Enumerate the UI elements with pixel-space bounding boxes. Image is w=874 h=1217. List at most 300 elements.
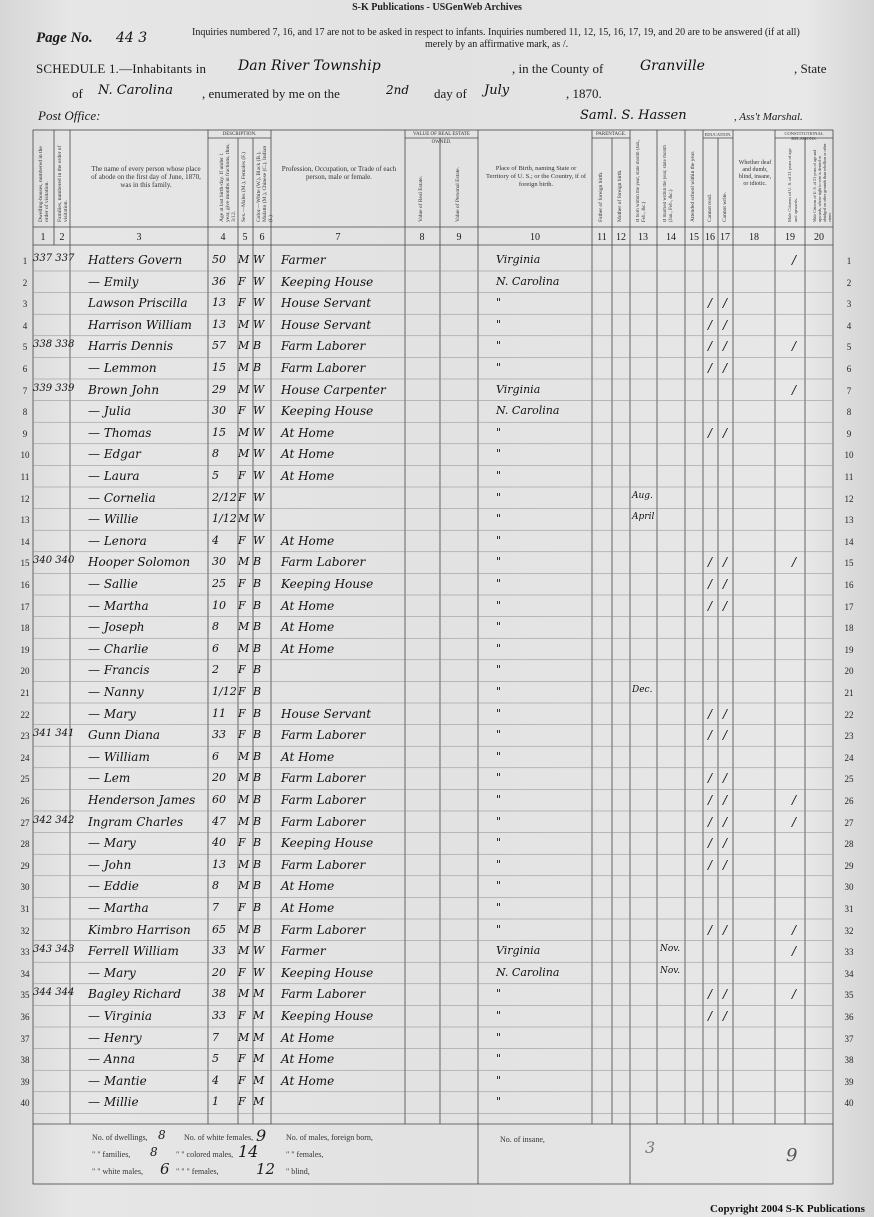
header-cannot-read: Cannot read. (707, 193, 713, 222)
person-occupation: At Home (281, 641, 335, 656)
person-birthplace: N. Carolina (496, 965, 560, 979)
rownum-left: 6 (22, 364, 28, 374)
person-sex: F (238, 404, 246, 418)
column-number: 4 (220, 232, 226, 243)
male-citizen-mark: / (791, 987, 797, 1002)
column-number: 3 (136, 232, 142, 243)
rownum-right: 27 (844, 817, 854, 828)
rownum-right: 7 (846, 385, 852, 396)
column-number: 12 (616, 232, 626, 243)
cannot-read-mark: / (707, 425, 713, 440)
summary-colored-males-label: " " colored males, (176, 1150, 234, 1159)
person-name: Gunn Diana (88, 728, 161, 743)
person-age: 7 (212, 901, 219, 914)
rownum-left: 23 (20, 731, 30, 742)
married-in-year-month: Nov. (660, 944, 681, 955)
person-age: 47 (212, 814, 226, 828)
person-age: 38 (212, 987, 226, 1001)
rownum-left: 16 (20, 580, 30, 590)
person-color: B (253, 361, 262, 374)
person-birthplace: " (496, 987, 502, 1001)
column-number: 15 (689, 232, 699, 243)
person-color: B (253, 555, 262, 569)
person-age: 4 (212, 1073, 219, 1087)
person-name: — William (88, 749, 150, 764)
rownum-left: 33 (20, 947, 30, 958)
county-value: Granville (640, 58, 705, 74)
rownum-right: 24 (844, 752, 854, 763)
person-name: Harrison William (88, 317, 192, 332)
person-occupation: At Home (281, 598, 335, 613)
cannot-write-mark: / (722, 577, 728, 591)
column-number: 5 (242, 232, 248, 243)
rownum-left: 12 (20, 493, 30, 504)
cannot-write-mark: / (722, 555, 728, 570)
rownum-left: 21 (20, 688, 30, 698)
rownum-left: 5 (22, 342, 28, 353)
rownum-left: 40 (20, 1098, 30, 1109)
rownum-left: 35 (20, 990, 30, 1001)
cannot-read-mark: / (707, 339, 713, 354)
rownum-left: 31 (20, 904, 30, 914)
person-name: — Nanny (88, 685, 144, 699)
person-color: M (253, 987, 265, 1001)
person-birthplace: Virginia (496, 382, 541, 396)
dwelling-family-number: 338 338 (33, 339, 75, 351)
person-sex: M (238, 317, 250, 331)
month-value: July (484, 83, 510, 98)
rownum-left: 27 (20, 817, 30, 828)
summary-white-females-value: 9 (256, 1126, 267, 1145)
inquiry-notice: Inquiries numbered 7, 16, and 17 are not to be asked in respect to infants. Inquiries numbered 11, 12, 15, 16, 17, 19, and 20 are to be answered (if at all) (192, 27, 800, 38)
person-occupation: At Home (281, 425, 335, 440)
rownum-left: 22 (20, 709, 30, 720)
state-value: N. Carolina (98, 83, 173, 98)
person-sex: M (238, 749, 250, 763)
header-real-estate: Value of Real Estate. (418, 175, 424, 222)
summary-males-foreign-label: No. of males, foreign born, (286, 1133, 373, 1142)
person-age: 29 (212, 382, 226, 396)
summary-dwellings-label: No. of dwellings, (92, 1133, 148, 1142)
person-birthplace: " (496, 1009, 502, 1022)
person-occupation: Farm Laborer (281, 361, 366, 375)
cannot-write-mark: / (722, 922, 728, 937)
person-birthplace: " (496, 836, 502, 850)
dwelling-family-number: 341 341 (33, 728, 75, 740)
person-birthplace: Virginia (496, 253, 541, 266)
column-number: 7 (335, 232, 341, 243)
cannot-write-mark: / (722, 1009, 728, 1023)
person-color: B (253, 814, 262, 828)
cannot-read-mark: / (707, 728, 713, 743)
person-name: Hatters Govern (88, 253, 183, 267)
cannot-read-mark: / (707, 857, 713, 872)
rownum-right: 31 (844, 904, 854, 914)
person-color: W (253, 469, 265, 482)
male-citizen-mark: / (791, 382, 797, 397)
person-sex: F (238, 296, 246, 310)
person-birthplace: " (496, 771, 502, 785)
cannot-read-mark: / (707, 577, 713, 591)
cannot-read-mark: / (707, 814, 713, 829)
rownum-right: 11 (844, 472, 854, 482)
rownum-right: 35 (844, 990, 854, 1001)
person-sex: M (238, 361, 250, 374)
person-name: — Virginia (88, 1009, 153, 1023)
person-birthplace: N. Carolina (496, 274, 560, 288)
column-number: 13 (638, 232, 648, 243)
person-age: 50 (212, 253, 226, 266)
person-sex: F (238, 663, 246, 677)
marshal-signature: Saml. S. Hassen (580, 108, 687, 123)
rownum-right: 38 (844, 1055, 854, 1066)
person-occupation: Keeping House (281, 965, 374, 980)
dwelling-family-number: 343 343 (33, 944, 75, 956)
column-number: 14 (666, 232, 676, 243)
post-office-label: Post Office: (38, 108, 101, 123)
married-in-year-month: Nov. (660, 965, 681, 976)
person-color: M (253, 1073, 265, 1087)
rownum-right: 6 (846, 364, 852, 374)
person-birthplace: Virginia (496, 944, 541, 958)
person-color: B (253, 663, 262, 677)
male-citizen-mark: / (791, 339, 797, 354)
person-color: B (253, 901, 262, 914)
person-birthplace: " (496, 296, 502, 310)
person-color: B (253, 836, 262, 850)
header-description-group: DESCRIPTION. (222, 132, 257, 137)
cannot-read-mark: / (707, 317, 713, 332)
rownum-left: 3 (22, 299, 28, 310)
person-color: B (253, 641, 262, 655)
header-cannot-write: Cannot write. (722, 192, 728, 222)
person-birthplace: " (496, 641, 502, 655)
rownum-right: 14 (844, 536, 854, 547)
person-birthplace: " (496, 361, 502, 374)
summary-females-label: " " females, (286, 1150, 324, 1159)
dwelling-family-number: 344 344 (33, 987, 75, 999)
person-color: W (253, 382, 265, 396)
summary-white-males-label: " " white males, (92, 1167, 143, 1176)
person-age: 10 (212, 598, 226, 612)
person-birthplace: " (496, 620, 502, 634)
person-name: — Martha (88, 598, 149, 613)
person-sex: M (238, 857, 250, 871)
person-name: Henderson James (88, 793, 196, 807)
rownum-right: 34 (844, 968, 854, 979)
person-birthplace: " (496, 922, 502, 936)
person-sex: F (238, 1009, 246, 1022)
person-occupation: At Home (281, 447, 335, 462)
person-occupation: At Home (281, 1030, 335, 1045)
summary-colored-females-label: " " " females, (176, 1167, 219, 1176)
person-name: Brown John (88, 382, 160, 397)
rownum-right: 29 (844, 860, 854, 871)
person-occupation: Keeping House (281, 836, 374, 851)
person-color: W (253, 253, 265, 266)
male-citizen-mark: / (791, 922, 797, 937)
cannot-read-mark: / (707, 598, 713, 613)
rownum-right: 30 (844, 882, 854, 893)
page-number-label: Page No. (36, 30, 93, 46)
person-birthplace: " (496, 490, 502, 504)
day-value: 2nd (386, 83, 410, 97)
cannot-write-mark: / (722, 317, 728, 332)
header-married-in-year: If married within the year, state month (Jan., Feb., &c.) (663, 145, 674, 222)
rownum-left: 32 (20, 925, 30, 936)
person-name: — Charlie (88, 641, 149, 656)
rownum-right: 17 (844, 601, 854, 612)
header-personal-estate: Value of Personal Estate. (455, 167, 461, 222)
person-sex: F (238, 685, 246, 698)
person-birthplace: " (496, 901, 502, 914)
rownum-right: 20 (844, 666, 854, 677)
header-place-of-birth: Place of Birth, naming State or Territory of U. S.; or the Country, if of foreign birth. (485, 165, 587, 188)
person-age: 4 (212, 533, 219, 547)
person-occupation: At Home (281, 1073, 335, 1088)
person-occupation: Farm Laborer (281, 771, 366, 786)
rownum-left: 11 (20, 472, 30, 482)
person-age: 13 (212, 296, 226, 310)
header-color: Color.—White (W.), Black (B.), Mulatto (M.), Chinese (C.), Indian (I.) (256, 145, 274, 222)
summary-colored-males-value: 14 (238, 1142, 259, 1161)
person-sex: F (238, 533, 246, 547)
header-vote-denied: Male Citizens of U. S. of 21 years of age and upwards, whose right to vote is denied or abridged on other grounds than rebellion or other crime. (812, 143, 832, 222)
person-occupation: At Home (281, 749, 335, 764)
column-number: 20 (814, 232, 824, 243)
rownum-right: 26 (844, 796, 854, 806)
person-birthplace: " (496, 728, 502, 742)
person-sex: F (238, 1073, 246, 1087)
cannot-read-mark: / (707, 987, 713, 1002)
person-sex: F (238, 836, 246, 850)
rownum-right: 19 (844, 644, 854, 655)
rownum-right: 1 (846, 256, 852, 266)
person-sex: M (238, 447, 250, 461)
copyright-notice: Copyright 2004 S-K Publications (710, 1203, 865, 1215)
column-number: 6 (259, 232, 265, 243)
dwelling-family-number: 340 340 (33, 555, 75, 567)
rownum-left: 9 (22, 428, 28, 439)
person-birthplace: " (496, 533, 502, 547)
person-sex: F (238, 577, 246, 590)
rownum-right: 23 (844, 731, 854, 742)
person-name: — Millie (88, 1095, 139, 1110)
rownum-left: 10 (20, 450, 30, 461)
person-birthplace: " (496, 1052, 502, 1066)
summary-families-value: 8 (150, 1145, 158, 1159)
person-occupation: Farm Laborer (281, 793, 366, 807)
person-occupation: Keeping House (281, 1009, 374, 1023)
rownum-left: 37 (20, 1033, 30, 1044)
person-age: 5 (212, 469, 219, 482)
person-birthplace: " (496, 793, 502, 806)
person-occupation: At Home (281, 1052, 335, 1067)
person-color: W (253, 533, 265, 547)
born-in-year-month: April (632, 512, 655, 523)
state-label: , State (794, 61, 827, 76)
person-color: M (253, 1052, 265, 1066)
person-name: — Lemmon (88, 361, 157, 375)
person-occupation: Farm Laborer (281, 857, 366, 872)
cannot-write-mark: / (722, 339, 728, 354)
person-color: B (253, 879, 262, 893)
person-color: B (253, 706, 262, 720)
inquiry-notice-cont: merely by an affirmative mark, as /. (425, 39, 569, 50)
person-occupation: At Home (281, 533, 335, 548)
person-sex: M (238, 987, 250, 1001)
person-occupation: Farm Laborer (281, 987, 366, 1002)
cannot-write-mark: / (722, 728, 728, 743)
summary-dwellings-value: 8 (158, 1128, 166, 1142)
header-age: Age at last birth-day. If under 1 year, give months in fractions, thus, 3/12. (219, 143, 237, 222)
rownum-right: 12 (844, 493, 854, 504)
person-age: 40 (212, 836, 226, 850)
rownum-right: 16 (844, 580, 854, 590)
column-number: 10 (530, 232, 540, 243)
person-name: — Mary (88, 965, 136, 980)
person-name: — Sallie (88, 577, 138, 591)
person-sex: M (238, 425, 250, 439)
person-age: 6 (212, 749, 219, 763)
rownum-left: 30 (20, 882, 30, 893)
person-occupation: Farm Laborer (281, 922, 366, 937)
rownum-right: 21 (844, 688, 854, 698)
page-number-value: 44 3 (116, 30, 148, 46)
person-birthplace: N. Carolina (496, 404, 560, 418)
header-mother-foreign: Mother of foreign birth. (617, 169, 623, 222)
person-sex: F (238, 274, 246, 288)
rownum-left: 34 (20, 968, 30, 979)
person-name: — Cornelia (88, 490, 156, 505)
person-sex: F (238, 728, 246, 742)
rownum-left: 8 (22, 407, 28, 418)
rownum-right: 2 (846, 277, 852, 288)
person-name: — Thomas (88, 425, 152, 440)
header-parentage-group: PARENTAGE. (595, 132, 627, 137)
person-sex: F (238, 1095, 246, 1109)
person-age: 1/12 (212, 512, 237, 526)
person-color: W (253, 944, 265, 958)
rownum-right: 28 (844, 839, 854, 850)
person-birthplace: " (496, 555, 502, 569)
person-birthplace: " (496, 425, 502, 439)
person-birthplace: " (496, 317, 502, 331)
summary-white-females-label: No. of white females, (184, 1133, 254, 1142)
column-number: 9 (456, 232, 462, 243)
column-number: 11 (597, 232, 607, 243)
person-name: — Joseph (88, 620, 145, 635)
person-occupation: At Home (281, 901, 335, 915)
rownum-left: 4 (22, 320, 28, 331)
person-age: 30 (212, 404, 226, 418)
person-occupation: Keeping House (281, 577, 374, 591)
rownum-left: 38 (20, 1055, 30, 1066)
person-age: 7 (212, 1030, 219, 1044)
person-sex: M (238, 793, 250, 806)
rownum-left: 39 (20, 1076, 30, 1087)
year-label: , 1870. (566, 86, 602, 101)
cannot-read-mark: / (707, 555, 713, 570)
column-number: 18 (749, 232, 759, 243)
rownum-right: 10 (844, 450, 854, 461)
header-male-citizens: Male Citizens of U. S. of 21 years of age and upwards. (787, 148, 798, 222)
rownum-right: 9 (846, 428, 852, 439)
rownum-left: 18 (20, 623, 30, 634)
person-age: 57 (212, 339, 226, 353)
person-occupation: Farmer (281, 253, 326, 267)
header-deaf-blind: Whether deaf and dumb, blind, insane, or idiotic. (738, 160, 772, 187)
cannot-read-mark: / (707, 836, 713, 851)
person-birthplace: " (496, 598, 502, 612)
person-color: W (253, 296, 265, 310)
of-label: of (72, 86, 83, 101)
person-age: 8 (212, 620, 219, 634)
cannot-read-mark: / (707, 706, 713, 721)
person-sex: M (238, 382, 250, 396)
rownum-left: 7 (22, 385, 28, 396)
person-birthplace: " (496, 879, 502, 893)
person-name: — Anna (88, 1052, 136, 1067)
person-color: B (253, 577, 262, 590)
person-name: Bagley Richard (88, 987, 182, 1002)
cannot-write-mark: / (722, 771, 728, 786)
rownum-left: 13 (20, 515, 30, 526)
header-attended-school: Attended school within the year. (690, 150, 696, 222)
person-sex: F (238, 469, 246, 482)
rownum-right: 33 (844, 947, 854, 958)
person-sex: F (238, 901, 246, 914)
person-occupation: House Servant (281, 706, 372, 721)
cannot-write-mark: / (722, 706, 728, 721)
cannot-read-mark: / (707, 922, 713, 937)
person-age: 8 (212, 447, 219, 461)
rownum-left: 25 (20, 774, 30, 785)
header-born-in-year: If born within the year, state month (Jan., Feb., &c.) (636, 139, 647, 222)
person-birthplace: " (496, 577, 502, 590)
person-color: B (253, 598, 262, 612)
person-age: 15 (212, 425, 226, 439)
person-name: — John (88, 857, 132, 872)
person-age: 65 (212, 922, 226, 936)
person-color: W (253, 447, 265, 461)
person-name: — Willie (88, 512, 139, 527)
rownum-right: 22 (844, 709, 854, 720)
cannot-read-mark: / (707, 793, 713, 807)
summary-insane-label: No. of insane, (500, 1135, 545, 1144)
male-citizen-mark: / (791, 555, 797, 570)
person-age: 20 (212, 965, 226, 979)
cannot-read-mark: / (707, 771, 713, 786)
cannot-write-mark: / (722, 425, 728, 440)
header-occupation: Profession, Occupation, or Trade of each person, male or female. (281, 165, 397, 181)
person-name: — Laura (88, 469, 140, 483)
rownum-left: 1 (22, 256, 28, 266)
column-number: 1 (40, 232, 46, 243)
township-value: Dan River Township (238, 58, 381, 74)
person-sex: M (238, 339, 250, 353)
person-color: M (253, 1095, 265, 1109)
header-education-group: EDUCATION. (704, 132, 732, 137)
rownum-left: 29 (20, 860, 30, 871)
person-color: W (253, 490, 265, 504)
person-age: 60 (212, 793, 226, 806)
cannot-read-mark: / (707, 1009, 713, 1023)
rownum-right: 15 (844, 558, 854, 569)
person-name: — Lenora (88, 533, 147, 548)
person-name: — Edgar (88, 447, 141, 462)
person-age: 8 (212, 879, 219, 893)
